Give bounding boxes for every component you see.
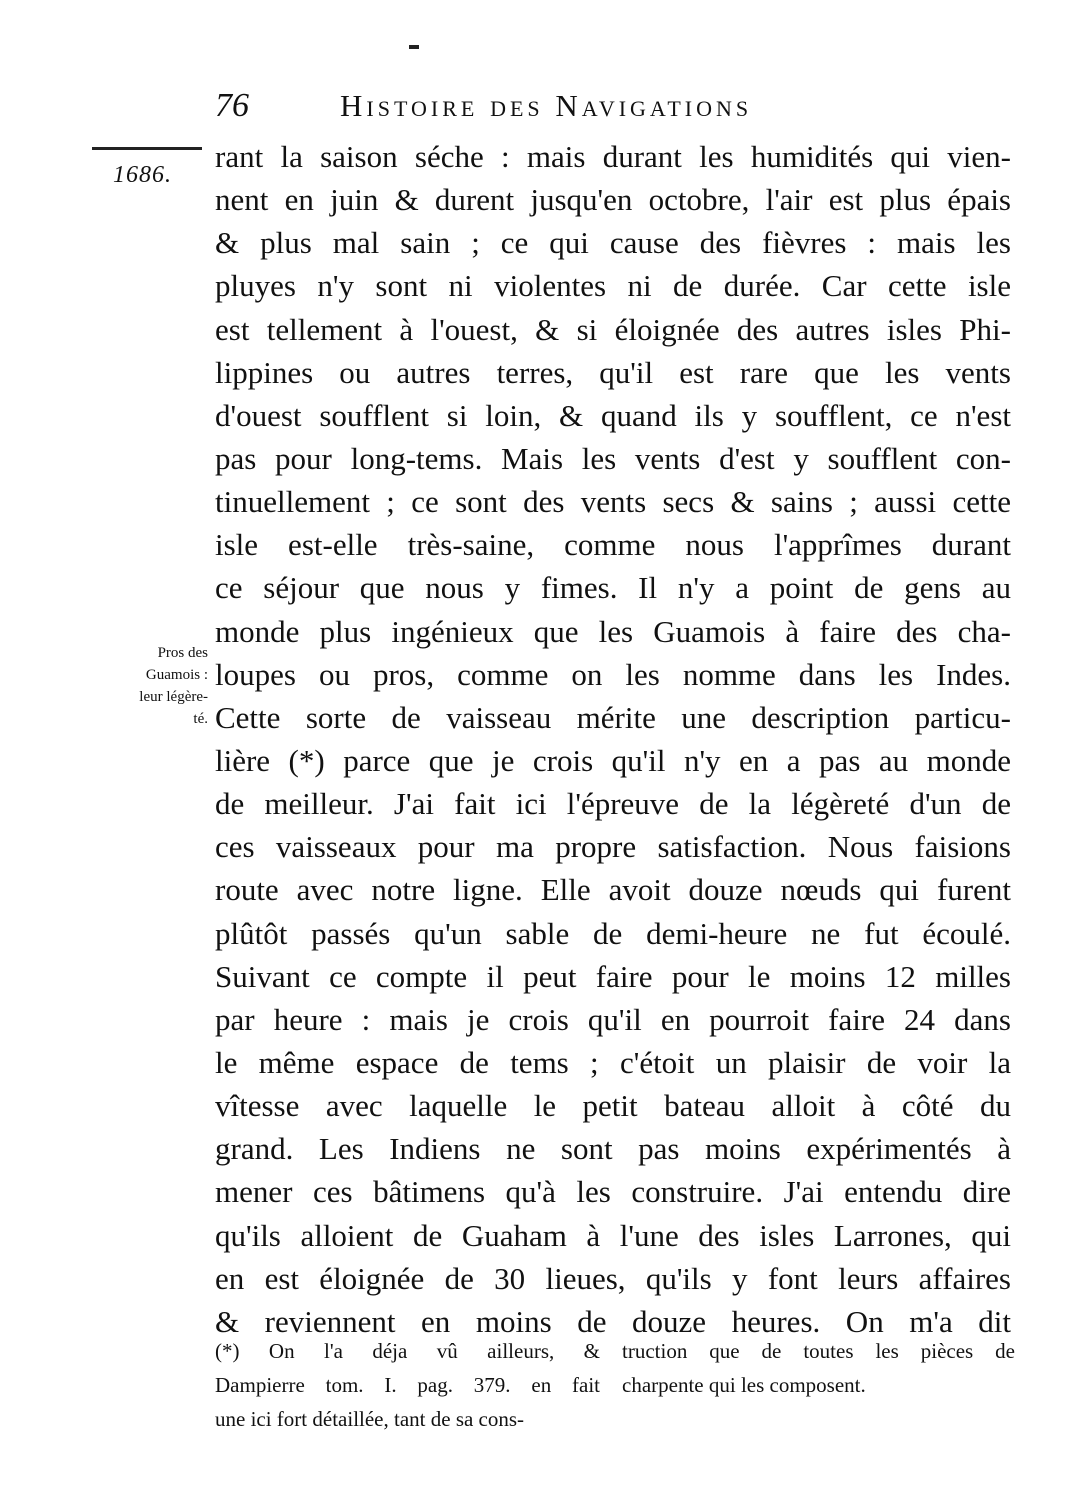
footnote-left-column [215,1334,600,1436]
margin-note-line: Pros des [157,645,208,661]
top-mark [409,45,419,49]
footnote-line: (*) On l'a déja vû ailleurs, & [215,1339,600,1363]
footnote-line: truction que de toutes les pièces de [622,1339,1015,1363]
margin-note-line: Guamois : [145,667,208,683]
footnote-line: charpente qui les composent. [622,1373,866,1397]
text-line: de meilleur. J'ai fait ici l'épreuve de la légèreté d'un de [215,786,1011,822]
text-line: route avec notre ligne. Elle avoit douze nœuds qui furent [215,872,1011,908]
text-line: tinuellement ; ce sont des vents secs & sains ; aussi cette [215,484,1011,520]
text-line: monde plus ingénieux que les Guamois à faire des cha- [215,613,1011,649]
text-line: rant la saison séche : mais durant les humidités qui vien- [215,139,1011,174]
text-line: vîtesse avec laquelle le petit bateau alloit à côté du [215,1088,1011,1124]
margin-year: 1686. [113,162,172,188]
text-line: ce séjour que nous y fimes. Il n'y a point de gens au [215,570,1011,606]
page-header [215,84,1015,128]
text-line: pas pour long-tems. Mais les vents d'est y soufflent con- [215,440,1011,476]
text-line: loupes ou pros, comme on les nomme dans les Indes. [215,656,1011,692]
text-line: lippines ou autres terres, qu'il est rare que les vents [215,354,1011,390]
text-line: mener ces bâtimens qu'à les construire. J'ai entendu dire [215,1174,1011,1210]
margin-note [84,642,208,730]
footnote-right-column [622,1334,1015,1402]
text-line: isle est-elle très-saine, comme nous l'apprîmes durant [215,527,1011,563]
text-line: plûtôt passés qu'un sable de demi-heure ne fut écoulé. [215,915,1011,951]
page-number: 76 [215,87,249,124]
margin-note-line: leur légère- [139,689,208,705]
text-line: le même espace de tems ; c'étoit un plaisir de voir la [215,1044,1011,1080]
year-rule [92,147,202,150]
margin-note-line: té. [193,711,208,727]
text-line: & plus mal sain ; ce qui cause des fièvres : mais les [215,225,1011,261]
text-line: Suivant ce compte il peut faire pour le moins 12 milles [215,958,1011,994]
footnote-line: Dampierre tom. I. pag. 379. en fait [215,1373,600,1397]
text-line: d'ouest soufflent si loin, & quand ils y soufflent, ce n'est [215,397,1011,433]
text-line: qu'ils alloient de Guaham à l'une des isles Larrones, qui [215,1217,1011,1253]
running-title: Histoire des Navigations [340,88,753,123]
text-line: & reviennent en moins de douze heures. On m'a dit [215,1303,1011,1339]
text-line: est tellement à l'ouest, & si éloignée des autres isles Phi- [215,311,1011,347]
text-line: ces vaisseaux pour ma propre satisfaction. Nous faisions [215,829,1011,865]
text-line: nent en juin & durent jusqu'en octobre, l'air est plus épais [215,182,1011,218]
footnote [215,1334,1015,1444]
text-line: en est éloignée de 30 lieues, qu'ils y font leurs affaires [215,1260,1011,1296]
text-line: pluyes n'y sont ni violentes ni de durée. Car cette isle [215,268,1011,304]
text-line: Cette sorte de vaisseau mérite une description particu- [215,699,1011,735]
text-line: lière (*) parce que je crois qu'il n'y en a pas au monde [215,742,1011,778]
text-line: par heure : mais je crois qu'il en pourroit faire 24 dans [215,1001,1011,1037]
body-text [215,135,1011,1343]
text-line: grand. Les Indiens ne sont pas moins expérimentés à [215,1131,1011,1167]
footnote-line: une ici fort détaillée, tant de sa cons- [215,1407,525,1431]
